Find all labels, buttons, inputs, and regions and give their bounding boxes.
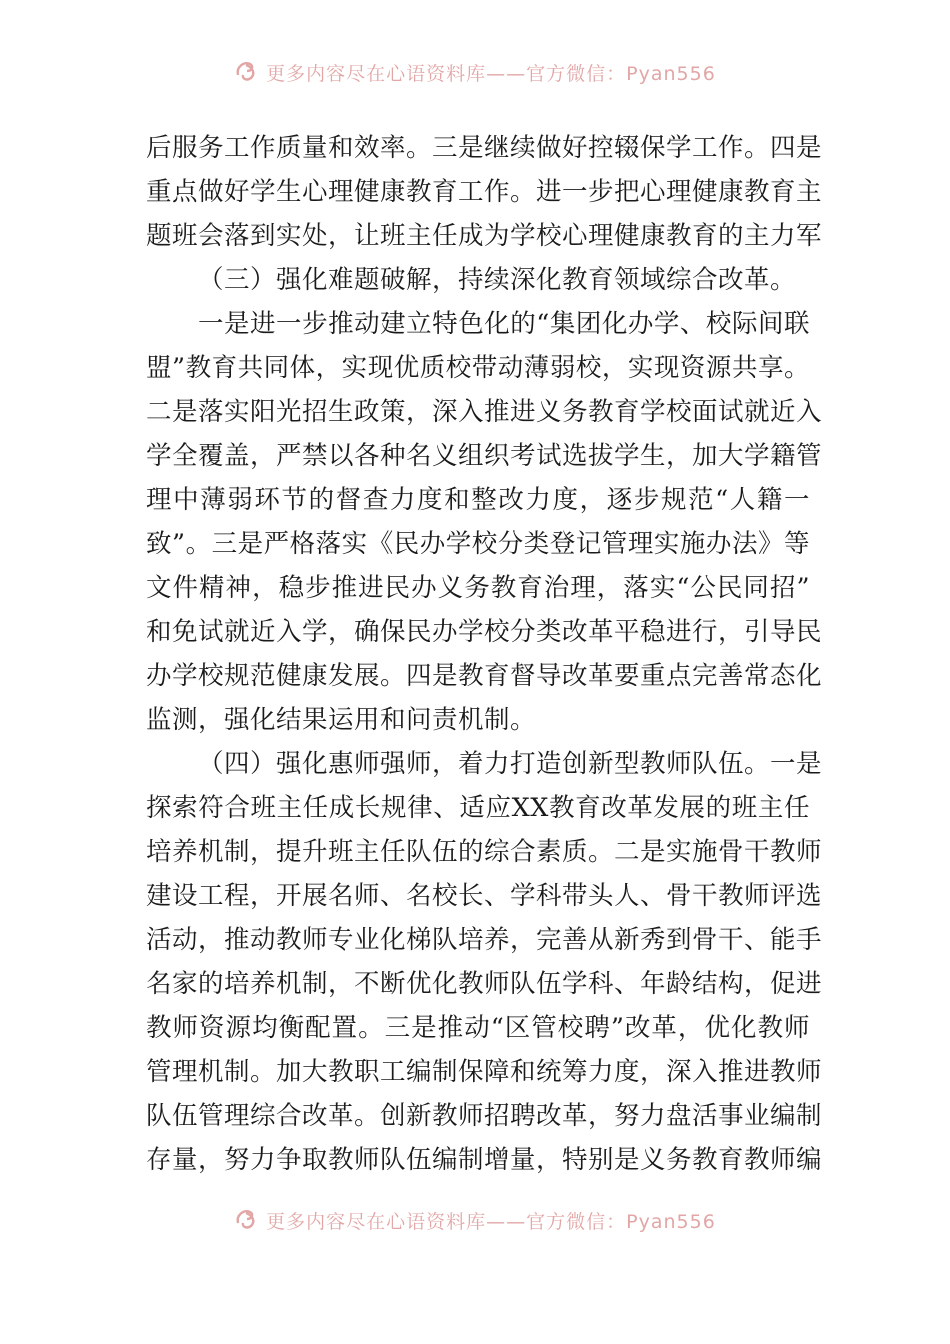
text-line: 题班会落到实处，让班主任成为学校心理健康教育的主力军 <box>146 221 823 251</box>
section-heading-4: （四）强化惠师强师，着力打造创新型教师队伍。一是 <box>198 749 823 779</box>
text-line: 培养机制，提升班主任队伍的综合素质。二是实施骨干教师 <box>146 837 823 867</box>
text-line: 监测，强化结果运用和问责机制。 <box>146 705 537 735</box>
text-line: 盟”教育共同体，实现优质校带动薄弱校，实现资源共享。 <box>146 353 810 383</box>
watermark-footer <box>0 1200 950 1240</box>
text-line: 建设工程，开展名师、名校长、学科带头人、骨干教师评选 <box>146 881 823 911</box>
text-line: 一是进一步推动建立特色化的“集团化办学、校际间联 <box>198 309 810 339</box>
text-line: 和免试就近入学，确保民办学校分类改革平稳进行，引导民 <box>146 617 823 647</box>
text-line: 活动，推动教师专业化梯队培养，完善从新秀到骨干、能手 <box>146 925 823 955</box>
text-line: 存量，努力争取教师队伍编制增量，特别是义务教育教师编 <box>146 1145 823 1175</box>
watermark-text: 更多内容尽在心语资料库——官方微信：Pyan556 <box>266 1210 716 1233</box>
text-line: 学全覆盖，严禁以各种名义组织考试选拔学生，加大学籍管 <box>146 441 823 471</box>
text-line: 后服务工作质量和效率。三是继续做好控辍保学工作。四是 <box>146 133 823 163</box>
watermark-header <box>0 52 950 92</box>
text-line: 理中薄弱环节的督查力度和整改力度，逐步规范“人籍一 <box>146 485 810 515</box>
text-line: 名家的培养机制，不断优化教师队伍学科、年龄结构，促进 <box>146 969 823 999</box>
text-line: 办学校规范健康发展。四是教育督导改革要重点完善常态化 <box>146 661 823 691</box>
text-line: 教师资源均衡配置。三是推动“区管校聘”改革，优化教师 <box>146 1013 810 1043</box>
logo-icon <box>234 57 260 88</box>
section-heading-3: （三）强化难题破解，持续深化教育领域综合改革。 <box>198 265 797 295</box>
text-line: 管理机制。加大教职工编制保障和统筹力度，深入推进教师 <box>146 1057 823 1087</box>
document-body <box>146 126 823 1182</box>
text-line: 重点做好学生心理健康教育工作。进一步把心理健康教育主 <box>146 177 823 207</box>
text-line: 二是落实阳光招生政策，深入推进义务教育学校面试就近入 <box>146 397 823 427</box>
text-line: 文件精神，稳步推进民办义务教育治理，落实“公民同招” <box>146 573 810 603</box>
watermark-text: 更多内容尽在心语资料库——官方微信：Pyan556 <box>266 62 716 85</box>
text-line: 队伍管理综合改革。创新教师招聘改革，努力盘活事业编制 <box>146 1101 823 1131</box>
text-line: 致”。三是严格落实《民办学校分类登记管理实施办法》等 <box>146 529 810 559</box>
text-line: 探索符合班主任成长规律、适应XX教育改革发展的班主任 <box>146 793 810 823</box>
logo-icon <box>234 1205 260 1236</box>
